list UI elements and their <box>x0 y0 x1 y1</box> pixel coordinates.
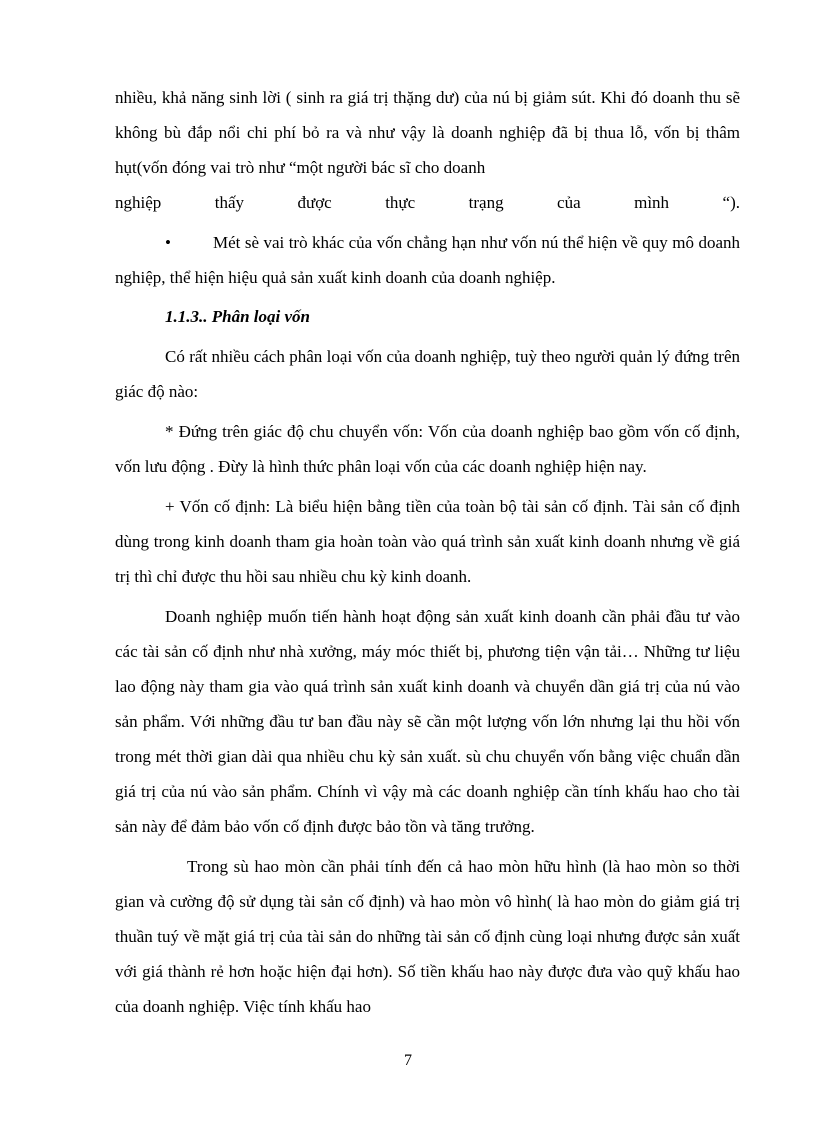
paragraph-continued: nhiều, khả năng sinh lời ( sinh ra giá trị thặng dư) của nú bị giảm sút. Khi đó doanh thu sẽ không bù đắp nổi chi phí bỏ ra và như vậy là doanh nghiệp đã bị thua lỗ, vốn bị thâm hụt(vốn đóng vai trò như “một người bác sĩ cho doanh <box>115 88 740 177</box>
bullet-paragraph <box>115 225 740 295</box>
page-number: 7 <box>404 1052 412 1069</box>
document-body <box>115 80 740 1024</box>
section-heading: 1.1.3.. Phân loại vốn <box>165 307 310 326</box>
paragraph-depreciation: Trong sù hao mòn cần phải tính đến cả hao mòn hữu hình (là hao mòn so thời gian và cường độ sử dụng tài sản cố định) và hao mòn vô hình( là hao mòn do giảm giá trị thuần tuý về mặt giá trị của tài sản do những tài sản cố định cùng loại nhưng được sản xuất với giá thành rẻ hơn hoặc hiện đại hơn). Số tiền khấu hao này được đưa vào quỹ khấu hao của doanh nghiệp. Việc tính khấu hao <box>115 857 740 1016</box>
paragraph-continued-last-line: nghiệp thấy được thực trạng của mình “). <box>115 193 740 212</box>
paragraph-fixed-assets-investment: Doanh nghiệp muốn tiến hành hoạt động sản xuất kinh doanh cần phải đầu tư vào các tài sản cố định như nhà xưởng, máy móc thiết bị, phương tiện vận tải… Những tư liệu lao động này tham gia vào quá trình sản xuất kinh doanh và chuyển dần giá trị của nú vào sản phẩm. Với những đầu tư ban đầu này sẽ cần một lượng vốn lớn nhưng lại thu hồi vốn trong mét thời gian dài qua nhiều chu kỳ sản xuất. sù chu chuyển vốn bằng việc chuẩn dần giá trị của nú vào sản phẩm. Chính vì vậy mà các doanh nghiệp cần tính khấu hao cho tài sản này để đảm bảo vốn cố định được bảo tồn và tăng trưởng. <box>115 607 740 836</box>
bullet-text: Mét sè vai trò khác của vốn chẳng hạn như vốn nú thể hiện về quy mô doanh nghiệp, thể hiện hiệu quả sản xuất kinh doanh của doanh nghiệp. <box>115 233 740 287</box>
bullet-icon: • <box>165 233 171 252</box>
paragraph-classification-intro: Có rất nhiều cách phân loại vốn của doanh nghiệp, tuỳ theo người quản lý đứng trên giác độ nào: <box>115 347 740 401</box>
paragraph-capital-circulation: * Đứng trên giác độ chu chuyển vốn: Vốn của doanh nghiệp bao gồm vốn cố định, vốn lưu động . Đừy là hình thức phân loại vốn của các doanh nghiệp hiện nay. <box>115 422 740 476</box>
paragraph-fixed-capital: + Vốn cố định: Là biểu hiện bằng tiền của toàn bộ tài sản cố định. Tài sản cố định dùng trong kinh doanh tham gia hoàn toàn vào quá trình sản xuất kinh doanh nhưng về giá trị thì chỉ được thu hồi sau nhiều chu kỳ kinh doanh. <box>115 497 740 586</box>
